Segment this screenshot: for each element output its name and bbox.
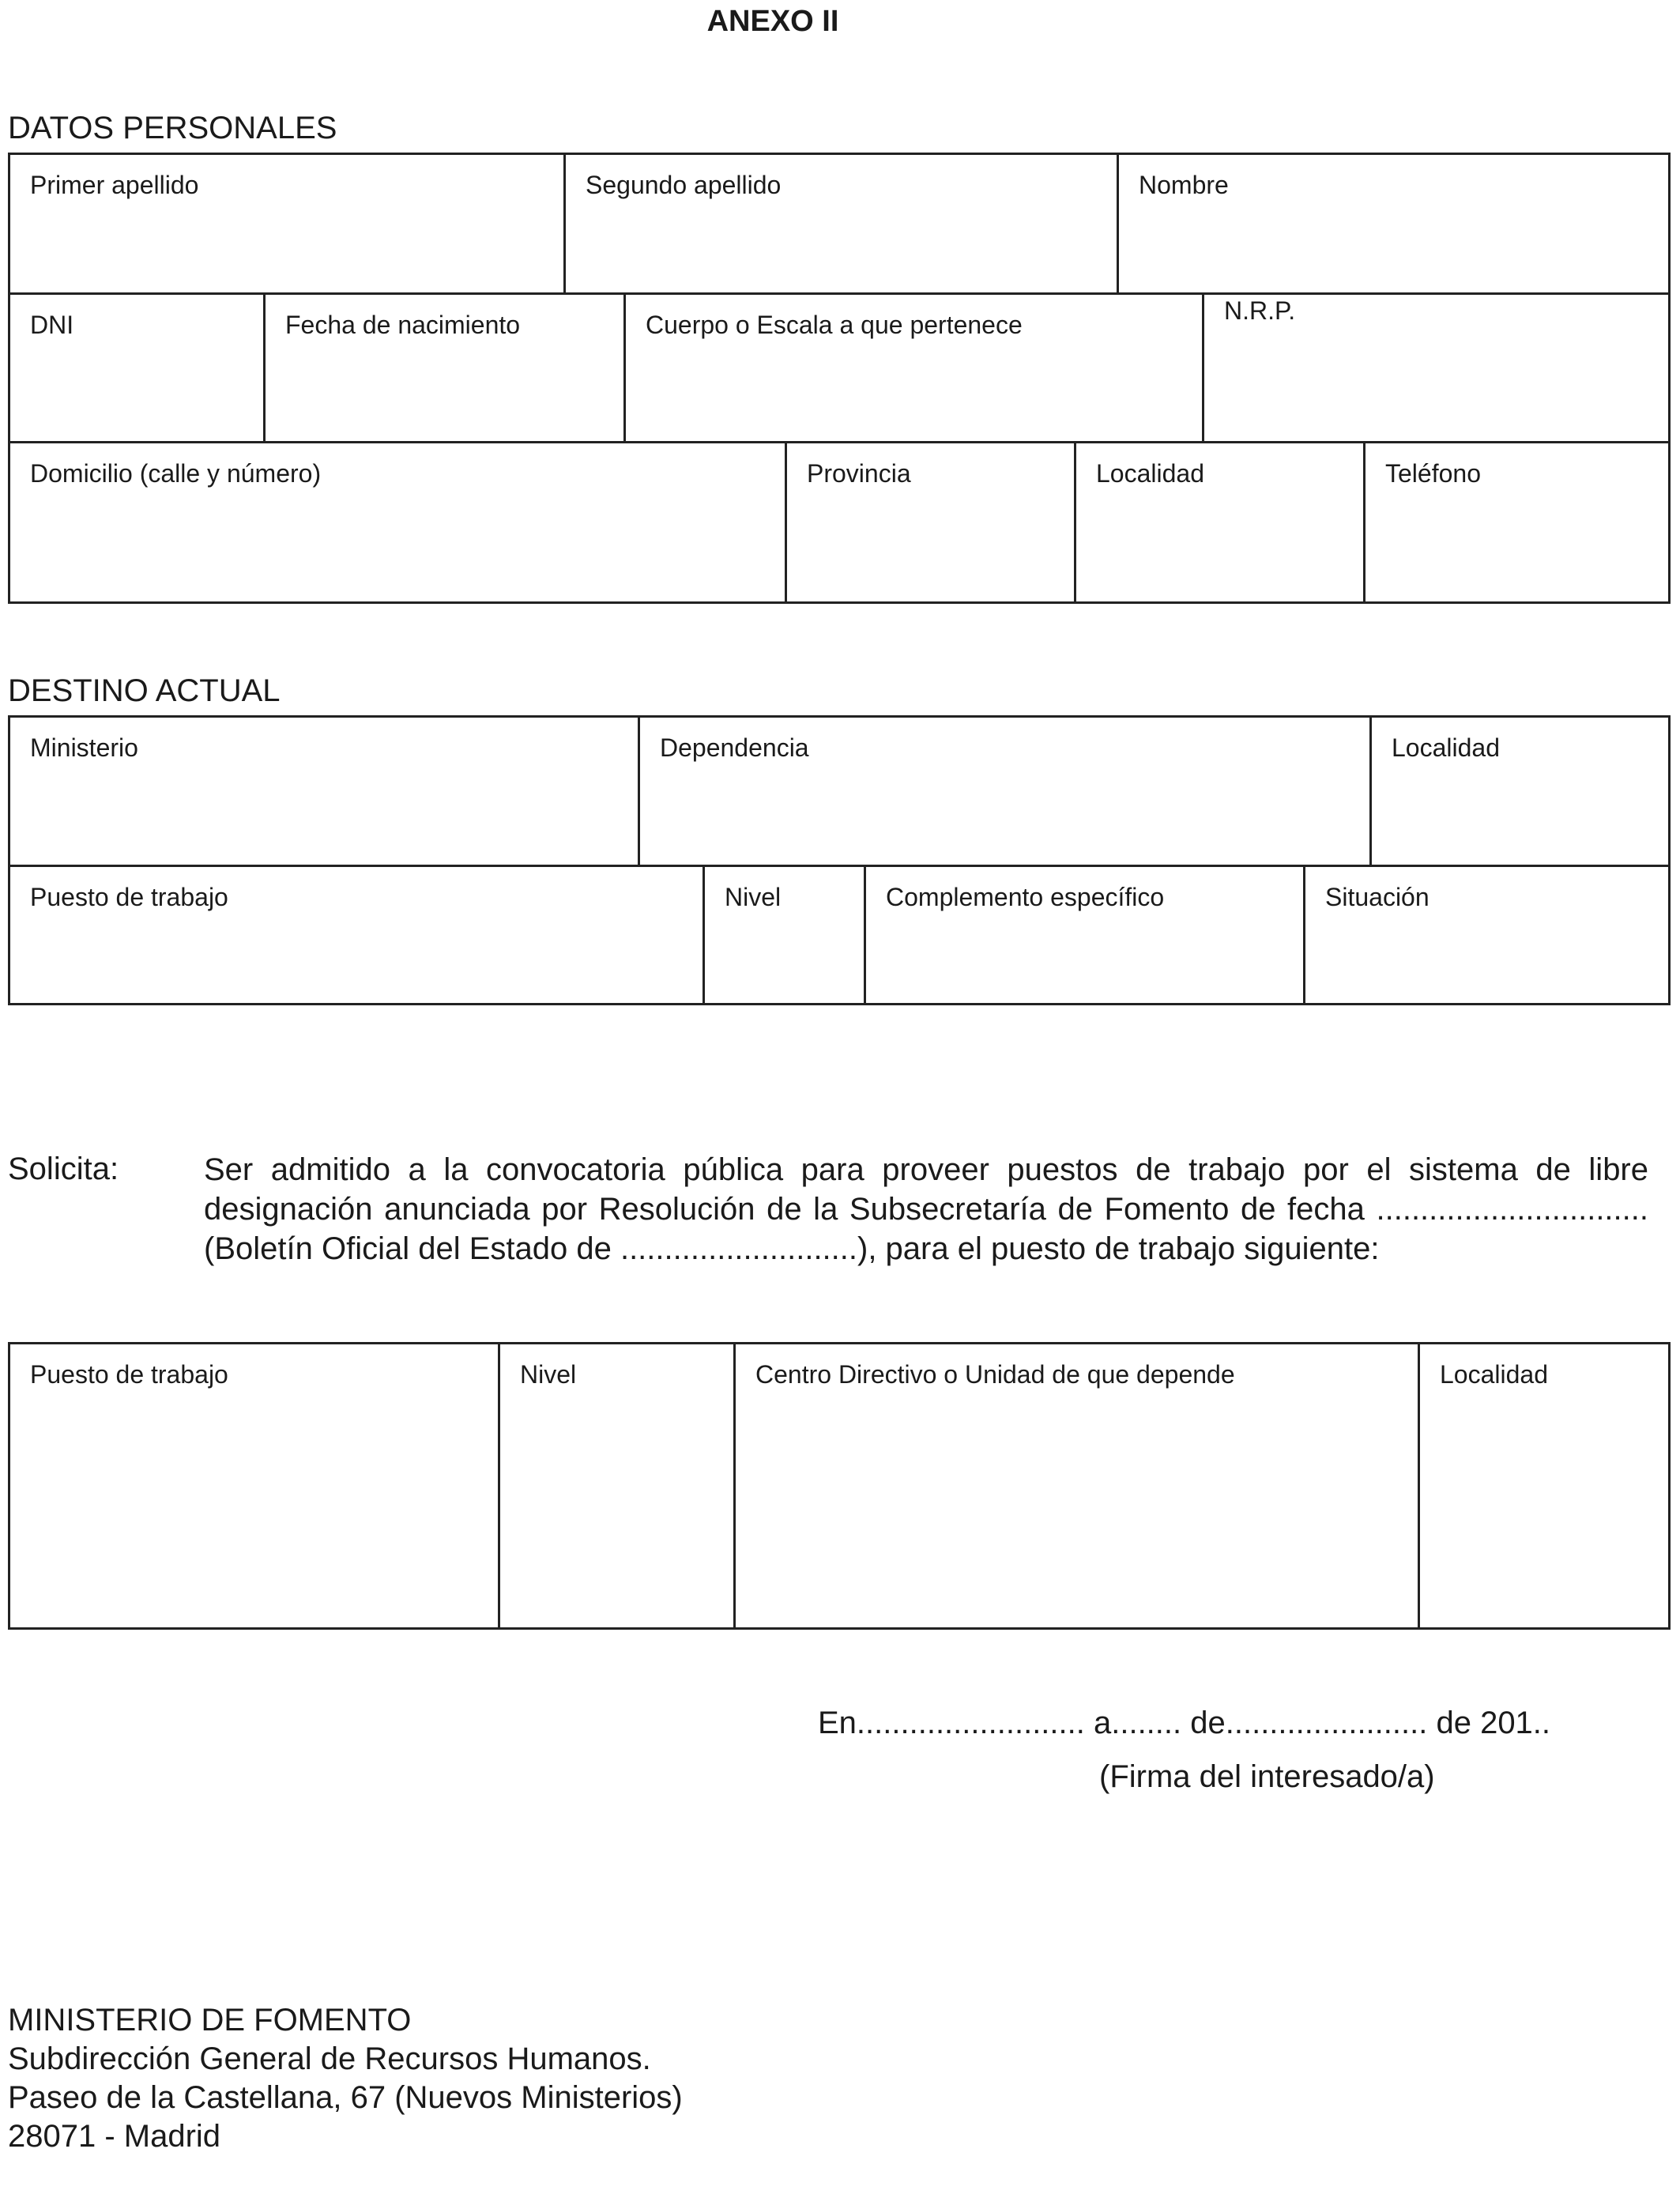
field-segundo-apellido[interactable] — [563, 155, 1117, 292]
field-label: Fecha de nacimiento — [285, 311, 521, 339]
address-line: 28071 - Madrid — [8, 2119, 221, 2154]
field-label: Localidad — [1096, 459, 1204, 488]
puesto-solicitado-row — [10, 1344, 1668, 1627]
field-localidad-destino[interactable] — [1369, 718, 1668, 865]
address-line: Paseo de la Castellana, 67 (Nuevos Ministerios) — [8, 2080, 683, 2115]
field-label: Localidad — [1392, 733, 1500, 762]
field-label: Localidad — [1440, 1360, 1548, 1389]
datos-personales-row-3 — [10, 441, 1668, 604]
field-label: Nivel — [520, 1360, 577, 1389]
field-label: Complemento específico — [886, 883, 1165, 911]
field-label: Nombre — [1139, 171, 1229, 199]
field-label: Teléfono — [1385, 459, 1481, 488]
section-heading-destino-actual: DESTINO ACTUAL — [8, 673, 281, 708]
datos-personales-table — [8, 153, 1671, 604]
datos-personales-row-1 — [10, 155, 1668, 292]
field-label: N.R.P. — [1224, 296, 1296, 325]
puesto-solicitado-table — [8, 1342, 1671, 1630]
lugar-fecha-line: En.......................... a........ de....................... de 201.. — [818, 1706, 1551, 1740]
field-localidad-solicitada[interactable] — [1418, 1344, 1668, 1627]
field-label: Dependencia — [660, 733, 809, 762]
field-dni[interactable] — [10, 295, 263, 443]
datos-personales-row-2 — [10, 292, 1668, 443]
address-line: Subdirección General de Recursos Humanos. — [8, 2041, 651, 2076]
field-label: Domicilio (calle y número) — [30, 459, 322, 488]
address-block — [8, 2001, 683, 2156]
firma-label: (Firma del interesado/a) — [1099, 1759, 1435, 1794]
field-ministerio[interactable] — [10, 718, 638, 865]
field-label: Puesto de trabajo — [30, 883, 228, 911]
address-line: MINISTERIO DE FOMENTO — [8, 2003, 412, 2038]
field-provincia[interactable] — [785, 443, 1074, 604]
field-label: Cuerpo o Escala a que pertenece — [646, 311, 1023, 339]
field-primer-apellido[interactable] — [10, 155, 563, 292]
destino-actual-table — [8, 715, 1671, 1005]
field-label: DNI — [30, 311, 74, 339]
field-domicilio[interactable] — [10, 443, 785, 604]
field-label: Nivel — [725, 883, 782, 911]
field-nivel-actual[interactable] — [703, 867, 864, 1005]
field-fecha-nacimiento[interactable] — [263, 295, 623, 443]
destino-actual-row-1 — [10, 718, 1668, 865]
field-complemento-especifico[interactable] — [864, 867, 1303, 1005]
field-centro-directivo[interactable] — [733, 1344, 1418, 1627]
field-puesto-trabajo-actual[interactable] — [10, 867, 703, 1005]
field-label: Puesto de trabajo — [30, 1360, 228, 1389]
field-dependencia[interactable] — [638, 718, 1369, 865]
section-heading-datos-personales: DATOS PERSONALES — [8, 111, 337, 145]
field-nombre[interactable] — [1117, 155, 1668, 292]
field-puesto-trabajo-solicitado[interactable] — [10, 1344, 498, 1627]
field-telefono[interactable] — [1363, 443, 1668, 604]
field-nrp[interactable] — [1202, 295, 1668, 443]
field-nivel-solicitado[interactable] — [498, 1344, 733, 1627]
field-label: Provincia — [807, 459, 911, 488]
field-label: Centro Directivo o Unidad de que depende — [755, 1360, 1235, 1389]
solicita-text: Ser admitido a la convocatoria pública para proveer puestos de trabajo por el sistema de libre designación anunciada por Resolución de la Subsecretaría de Fomento de fecha ............................... (Boletín Oficial del Estado de ...........................), para el puesto de trabajo siguiente: — [204, 1152, 1648, 1266]
field-label: Ministerio — [30, 733, 138, 762]
field-label: Situación — [1325, 883, 1430, 911]
field-label: Primer apellido — [30, 171, 199, 199]
page-title: ANEXO II — [706, 5, 839, 38]
field-situacion[interactable] — [1303, 867, 1668, 1005]
field-localidad[interactable] — [1074, 443, 1363, 604]
destino-actual-row-2 — [10, 865, 1668, 1005]
field-label: Segundo apellido — [586, 171, 782, 199]
field-cuerpo-escala[interactable] — [623, 295, 1202, 443]
solicita-label: Solicita: — [8, 1152, 119, 1186]
